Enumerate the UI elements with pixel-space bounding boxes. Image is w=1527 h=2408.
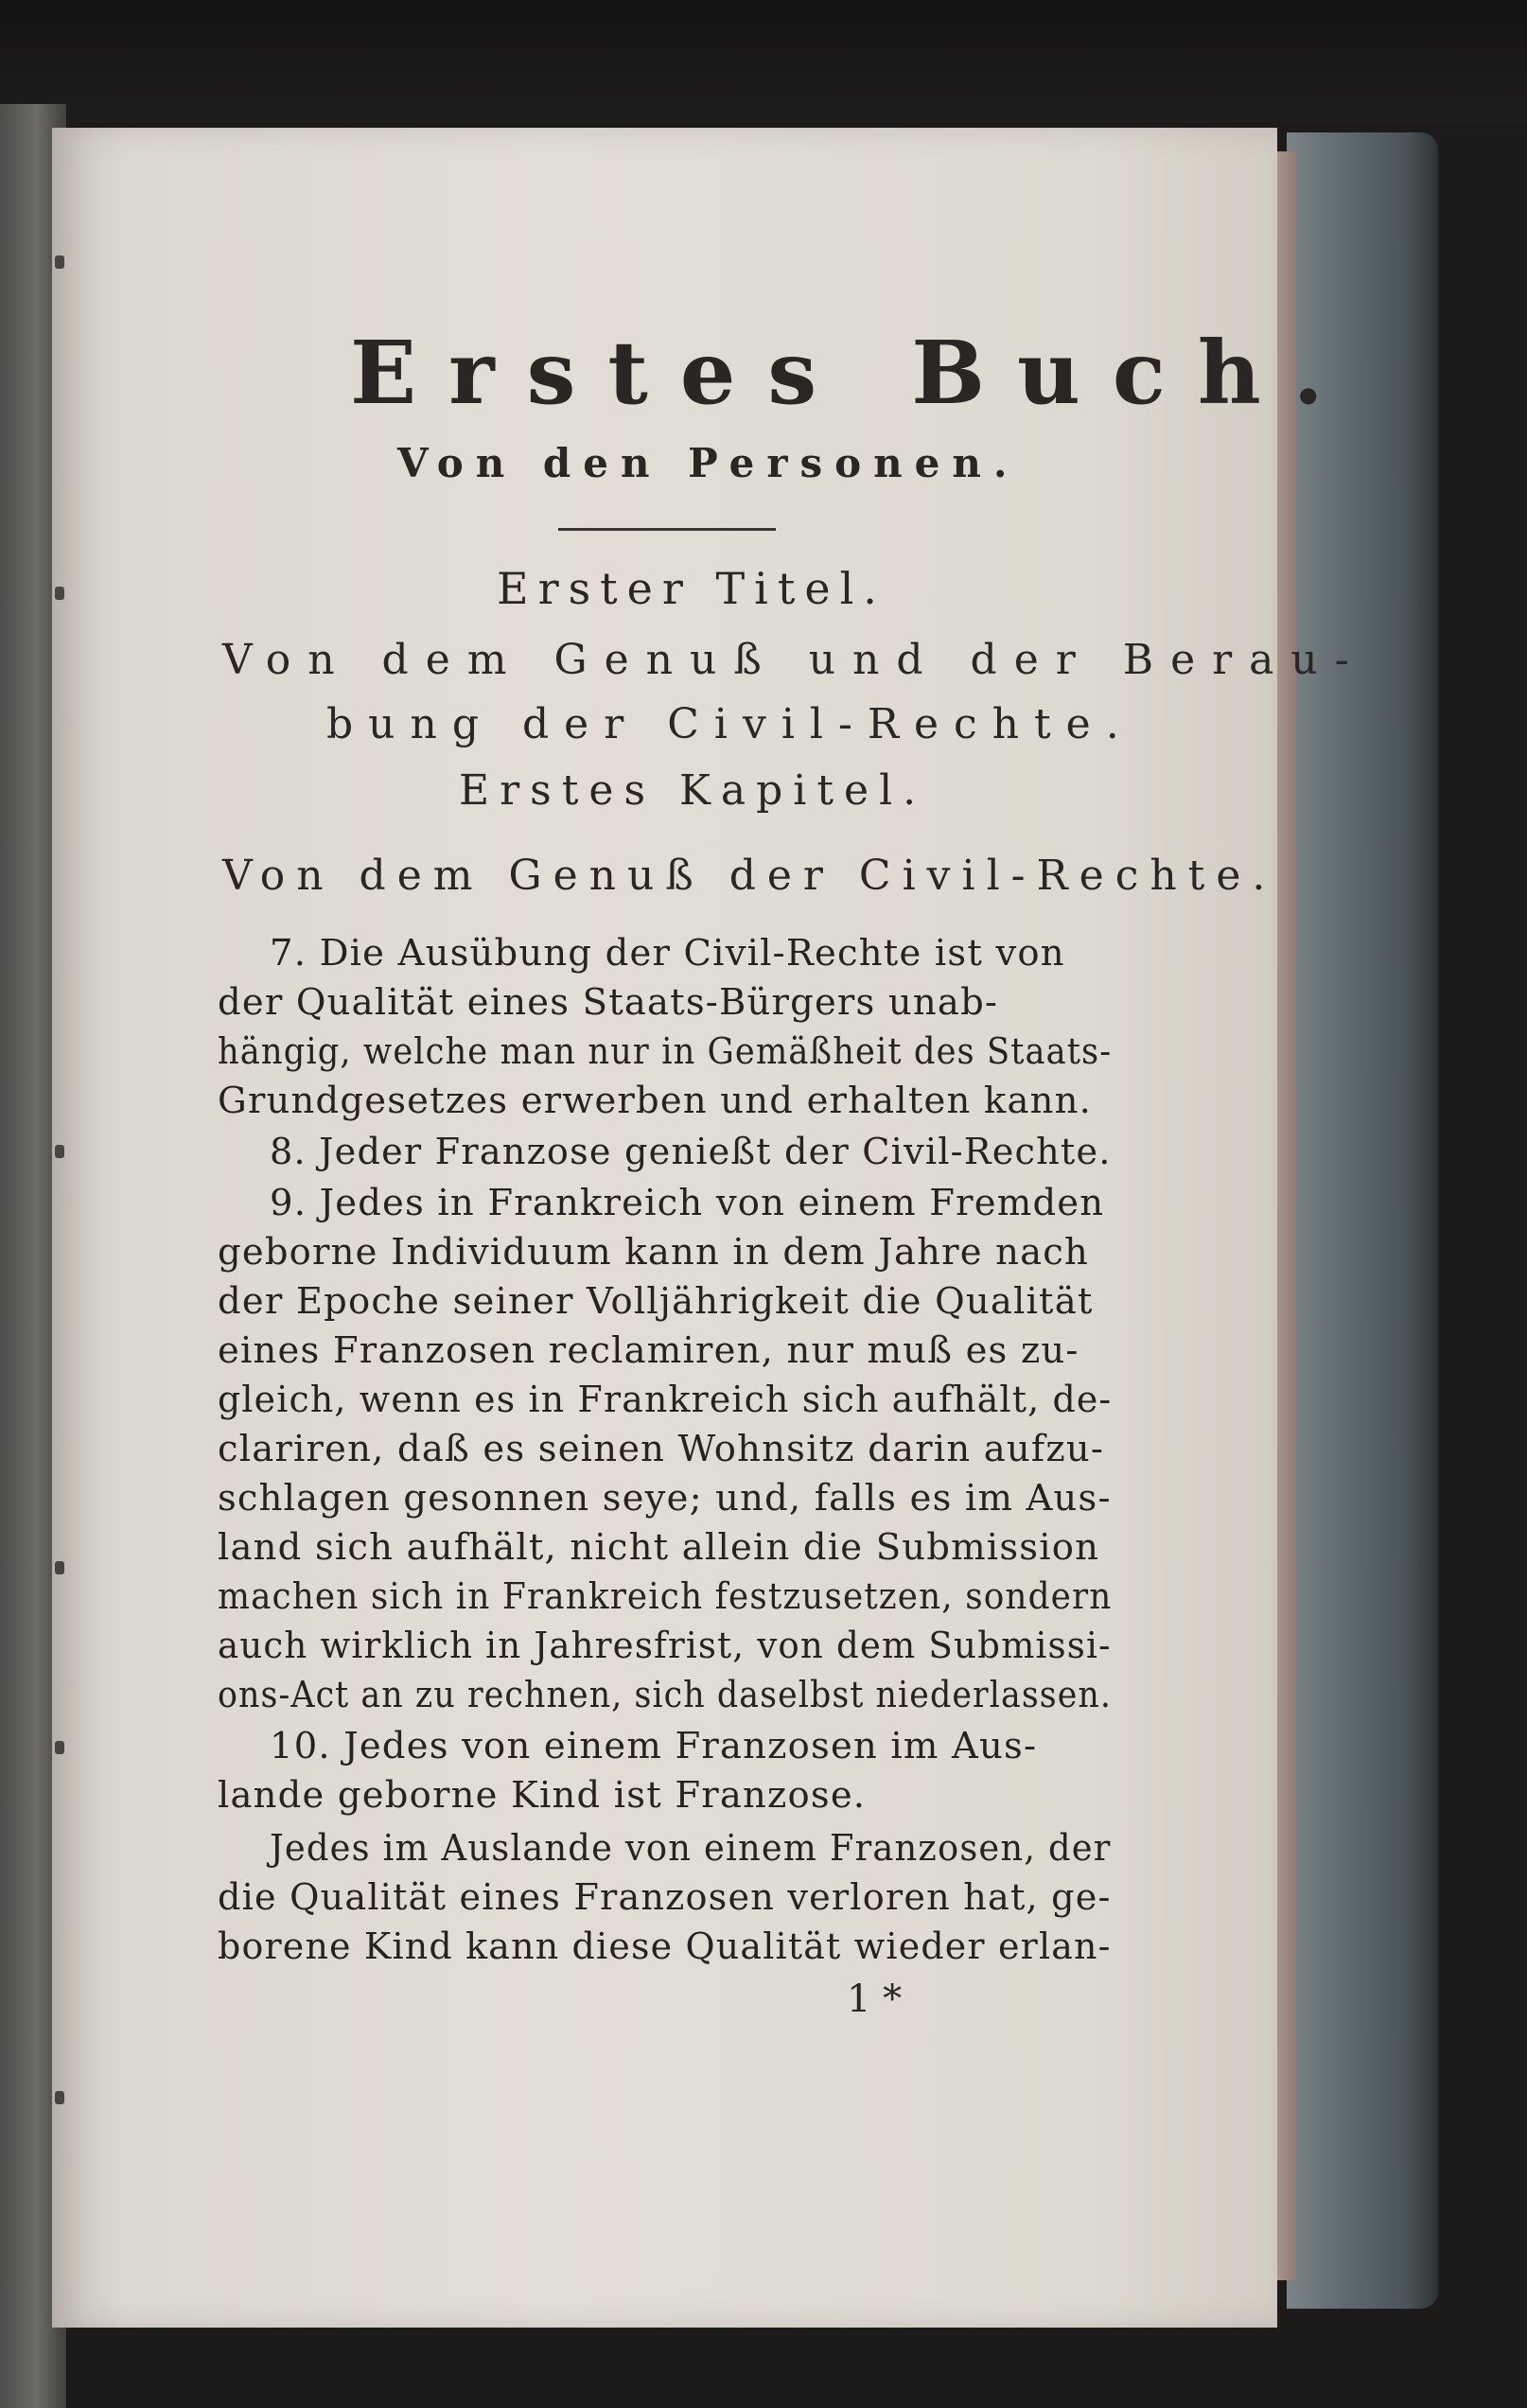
body-line: Jedes im Auslande von einem Franzosen, der: [270, 1827, 1112, 1870]
gutter-mark: [55, 1145, 64, 1158]
book-subtitle: Von den Personen.: [397, 440, 1020, 486]
body-line: clariren, daß es seinen Wohnsitz darin aufzu-: [218, 1428, 1105, 1470]
kapitel-heading: Erstes Kapitel.: [459, 766, 927, 815]
body-line: 7. Die Ausübung der Civil-Rechte ist von: [270, 932, 1065, 975]
body-line: ons-Act an zu rechnen, sich daselbst niederlassen.: [218, 1674, 1113, 1716]
divider-rule: [558, 528, 776, 531]
body-line: 10. Jedes von einem Franzosen im Aus-: [270, 1725, 1038, 1767]
titel-heading: Erster Titel.: [497, 563, 886, 614]
kapitel-name: Von dem Genuß der Civil-Rechte.: [222, 852, 1277, 900]
body-line: borene Kind kann diese Qualität wieder erlan-: [218, 1925, 1112, 1968]
titel-name-line-1: Von dem Genuß und der Berau-: [222, 636, 1366, 684]
gutter-mark: [55, 1741, 64, 1754]
backdrop: [0, 0, 1527, 123]
body-line: machen sich in Frankreich festzusetzen, sondern: [218, 1575, 1113, 1618]
gutter-mark: [55, 587, 64, 600]
body-line: land sich aufhält, nicht allein die Submission: [218, 1526, 1100, 1569]
body-line: 8. Jeder Franzose genießt der Civil-Rechte.: [270, 1131, 1112, 1173]
body-line: schlagen gesonnen seye; und, falls es im Aus-: [218, 1477, 1112, 1520]
body-line: eines Franzosen reclamiren, nur muß es zu-: [218, 1329, 1079, 1372]
body-line: hängig, welche man nur in Gemäßheit des Staats-: [218, 1030, 1113, 1073]
body-line: auch wirklich in Jahresfrist, von dem Submissi-: [218, 1625, 1112, 1667]
gutter-mark: [55, 2091, 64, 2104]
gutter-mark: [55, 1561, 64, 1574]
body-line: der Qualität eines Staats-Bürgers unab-: [218, 981, 999, 1024]
gutter-mark: [55, 255, 64, 269]
titel-name-line-2: bung der Civil-Rechte.: [326, 700, 1134, 748]
book-title: Erstes Buch.: [350, 322, 1356, 424]
book-cover-right: [1287, 132, 1438, 2309]
body-line: geborne Individuum kann in dem Jahre nach: [218, 1231, 1090, 1274]
body-line: die Qualität eines Franzosen verloren hat, ge-: [218, 1876, 1112, 1919]
body-line: lande geborne Kind ist Franzose.: [218, 1774, 867, 1817]
body-line: gleich, wenn es in Frankreich sich aufhält, de-: [218, 1379, 1113, 1421]
body-line: Grundgesetzes erwerben und erhalten kann.: [218, 1080, 1093, 1122]
body-line: der Epoche seiner Volljährigkeit die Qualität: [218, 1280, 1094, 1323]
body-line: 9. Jedes in Frankreich von einem Fremden: [270, 1182, 1105, 1224]
page-number: 1 *: [847, 1977, 903, 2021]
